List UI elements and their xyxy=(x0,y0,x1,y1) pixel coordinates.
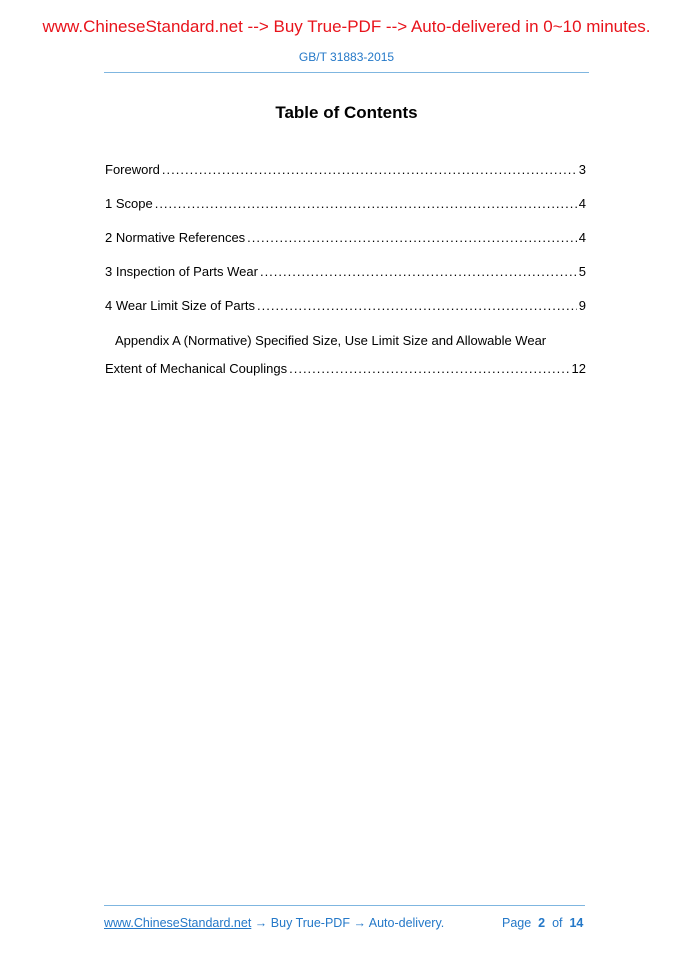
toc-entry-label: 2 Normative References xyxy=(105,230,246,245)
toc-entry-page: 4 xyxy=(578,230,586,245)
toc-entry-label: 1 Scope xyxy=(105,196,153,211)
toc-entry-page: 9 xyxy=(578,298,586,313)
header-divider xyxy=(104,72,589,73)
toc-entry-scope[interactable] xyxy=(105,196,586,214)
toc-entry-page: 3 xyxy=(578,162,586,177)
footer-promo xyxy=(104,916,444,930)
toc-leader-dots xyxy=(162,162,577,177)
page-label: Page xyxy=(502,916,532,930)
page-of: of xyxy=(552,916,563,930)
toc-entry-inspection[interactable] xyxy=(105,264,586,282)
toc-entry-wear-limit[interactable] xyxy=(105,298,586,316)
toc-entry-page: 12 xyxy=(571,361,586,376)
toc-entry-label: Extent of Mechanical Couplings xyxy=(105,361,288,376)
arrow-right-icon: → xyxy=(353,916,366,930)
page-current: 2 xyxy=(538,916,546,930)
toc-title: Table of Contents xyxy=(275,103,418,122)
toc-leader-dots xyxy=(289,361,569,376)
toc-leader-dots xyxy=(260,264,577,279)
toc-entry-label: Foreword xyxy=(105,162,160,177)
promo-banner[interactable]: www.ChineseStandard.net --> Buy True-PDF --> Auto-delivered in 0~10 minutes. xyxy=(42,17,651,36)
page-total: 14 xyxy=(569,916,584,930)
toc-leader-dots xyxy=(247,230,577,245)
toc-entry-label: 4 Wear Limit Size of Parts xyxy=(105,298,256,313)
footer-divider xyxy=(104,905,585,906)
toc-entry-normative-references[interactable] xyxy=(105,230,586,248)
footer-link[interactable]: www.ChineseStandard.net xyxy=(104,916,252,930)
toc-entry-page: 4 xyxy=(578,196,586,211)
footer-delivery-text: Auto-delivery. xyxy=(368,916,445,930)
toc-entry-label: 3 Inspection of Parts Wear xyxy=(105,264,258,279)
toc-entry-foreword[interactable] xyxy=(105,162,586,180)
page-indicator xyxy=(502,916,583,930)
toc-leader-dots xyxy=(257,298,577,313)
toc-entry-page: 5 xyxy=(578,264,586,279)
toc-entry-appendix[interactable] xyxy=(105,361,586,379)
footer-buy-text: Buy True-PDF xyxy=(270,916,350,930)
standard-number: GB/T 31883-2015 xyxy=(298,50,395,64)
arrow-right-icon: → xyxy=(254,916,268,930)
toc-leader-dots xyxy=(155,196,577,211)
toc-entry-appendix-line1[interactable]: Appendix A (Normative) Specified Size, Use Limit Size and Allowable Wear xyxy=(115,333,547,348)
